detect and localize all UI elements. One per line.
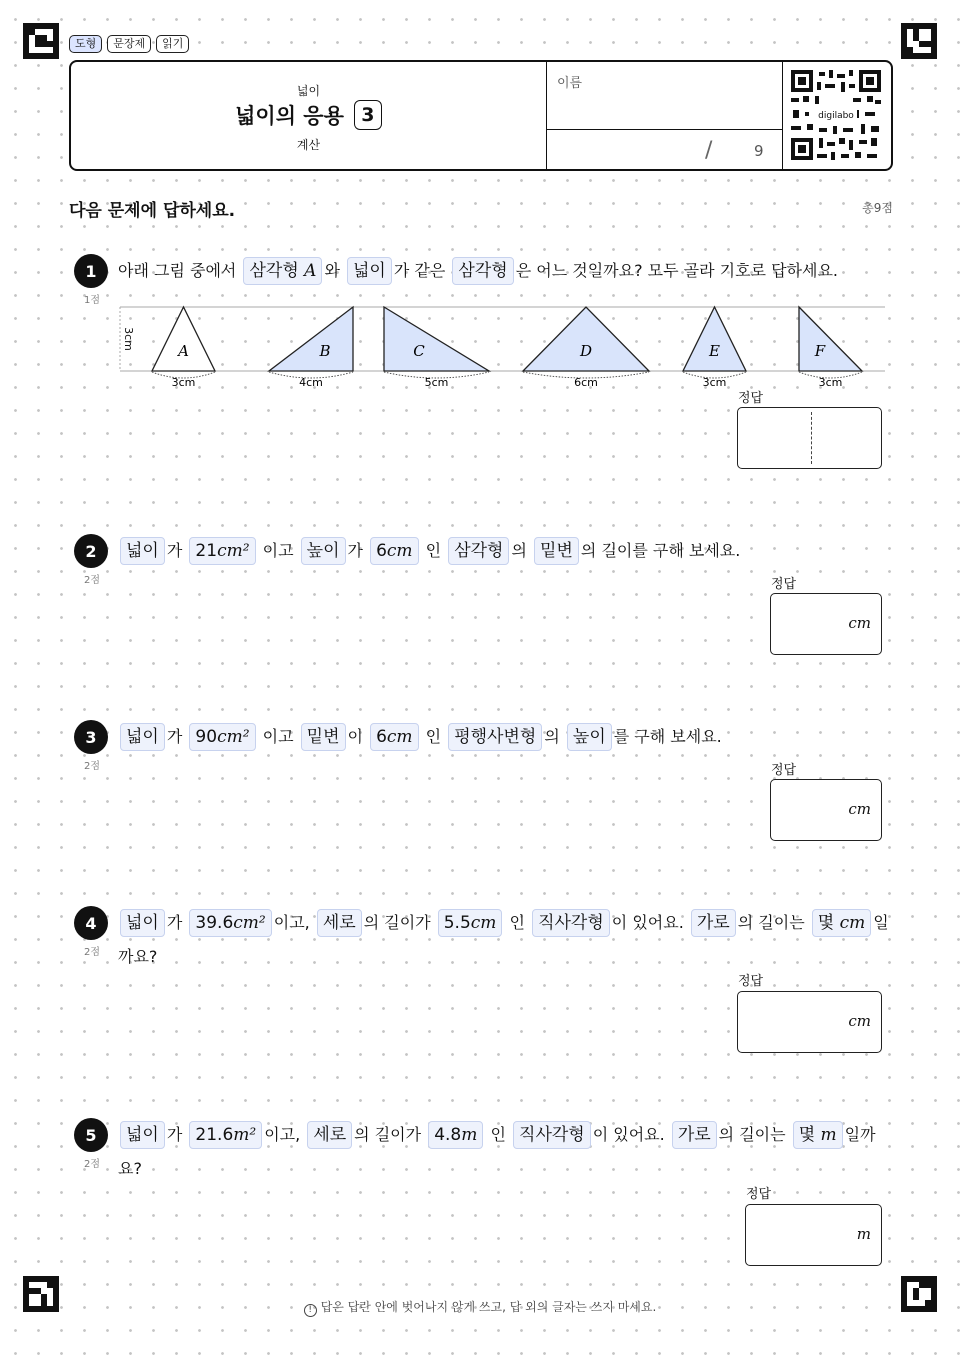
q4-text-part: 가 — [166, 913, 183, 932]
q3-text-part: 가 — [166, 727, 183, 746]
total-score: 총9점 — [862, 201, 893, 215]
q3-base-number: 6 — [376, 727, 387, 747]
q5-area-value — [189, 1121, 262, 1149]
q2-answer-box[interactable] — [770, 593, 882, 655]
triangle-e — [683, 307, 746, 371]
question-2-text — [118, 534, 740, 568]
q1-term-a: A — [304, 261, 317, 281]
q4-text-part: 일 — [873, 913, 889, 932]
tag-reading[interactable]: 읽기 — [156, 35, 189, 53]
question-5-points: 2점 — [84, 1159, 101, 1170]
page-title — [71, 100, 546, 130]
q4-term-height: 세로 — [317, 909, 362, 937]
q1-answer-label: 정답 — [738, 391, 764, 406]
q2-text-part: 가 — [166, 541, 183, 560]
question-4-text-line-2: 까요? — [118, 947, 158, 966]
q1-term-triangle-2: 삼각형 — [452, 257, 513, 285]
q4-area-number: 39.6 — [195, 913, 234, 933]
q4-text-part: 의 길이가 — [363, 913, 431, 932]
q4-area-value — [189, 909, 271, 937]
base-label-a: 3cm — [171, 376, 196, 389]
q4-term-rectangle: 직사각형 — [532, 909, 610, 937]
q3-area-number: 90 — [195, 727, 218, 747]
q3-area-value — [189, 723, 255, 751]
q5-term-height: 세로 — [307, 1121, 352, 1149]
q5-term-how-many — [793, 1121, 843, 1149]
name-divider — [547, 129, 782, 130]
base-label-f: 3cm — [818, 376, 843, 389]
q3-text-part: 의 — [544, 727, 560, 746]
q3-text-part: 이 — [347, 727, 363, 746]
q5-height-number: 4.8 — [434, 1125, 462, 1145]
q2-answer-label: 정답 — [771, 577, 797, 592]
triangle-figure — [110, 300, 890, 392]
q2-area-number: 21 — [195, 541, 218, 561]
q5-answer-unit: m — [856, 1225, 871, 1243]
q3-base-value — [370, 723, 418, 751]
q2-term-height: 높이 — [301, 537, 346, 565]
triangle-d — [523, 307, 649, 371]
q4-height-unit: cm — [470, 913, 497, 933]
q2-area-value — [189, 537, 255, 565]
tag-word-problem[interactable]: 문장제 — [107, 35, 151, 53]
question-number-2: 2 — [74, 534, 108, 568]
question-5-text — [118, 1118, 876, 1152]
name-label: 이름 — [557, 76, 583, 91]
question-1-points: 1점 — [84, 295, 101, 306]
q3-text-part: 를 구해 보세요. — [613, 727, 722, 746]
base-label-b: 4cm — [299, 376, 323, 389]
q4-answer-box[interactable] — [737, 991, 882, 1053]
q2-height-value — [370, 537, 418, 565]
worksheet-number-badge: 3 — [354, 100, 382, 130]
name-score-area — [546, 62, 783, 169]
q3-text-part: 인 — [425, 727, 442, 746]
q4-answer-unit: cm — [848, 1012, 871, 1030]
unit-subtitle: 넓이 — [296, 84, 321, 98]
q2-term-base: 밑변 — [534, 537, 579, 565]
triangle-label-d: D — [579, 342, 593, 360]
triangle-label-e: E — [709, 342, 720, 360]
base-label-c: 5cm — [424, 376, 449, 389]
answer-divider — [811, 412, 812, 464]
q2-answer-unit: cm — [848, 614, 871, 632]
question-number-1: 1 — [74, 254, 108, 288]
q5-height-unit: m — [461, 1125, 478, 1145]
question-3-text — [118, 720, 722, 754]
qr-brand-text: digilabo — [818, 111, 854, 121]
q4-term-how-many — [812, 909, 872, 937]
q5-term-width: 가로 — [672, 1121, 717, 1149]
q5-answer-box[interactable] — [745, 1204, 882, 1266]
q1-text-part: 가 같은 — [393, 261, 446, 280]
page-title-text: 넓이의 응용 — [235, 104, 344, 128]
q2-area-unit: cm² — [217, 541, 250, 561]
question-number-3: 3 — [74, 720, 108, 754]
q5-how-many-word: 몇 — [798, 1125, 816, 1145]
q5-area-number: 21.6 — [195, 1125, 234, 1145]
q3-text-part: 이고 — [262, 727, 294, 746]
q1-term-triangle-a — [243, 257, 322, 285]
q3-term-height: 높이 — [567, 723, 612, 751]
footer-text: 답은 답란 안에 벗어나지 않게 쓰고, 답 외의 글자는 쓰지 마세요. — [320, 1300, 657, 1314]
question-1-text — [118, 254, 838, 288]
info-icon: ! — [304, 1304, 317, 1317]
q5-text-part: 이고, — [264, 1125, 301, 1144]
height-label: 3cm — [122, 327, 135, 351]
score-slash: / — [705, 138, 713, 163]
triangle-b — [269, 307, 353, 371]
q1-term-area: 넓이 — [347, 257, 392, 285]
q4-text-part: 이 있어요. — [611, 913, 684, 932]
q1-text-part: 와 — [324, 261, 340, 280]
q5-answer-label: 정답 — [746, 1187, 772, 1202]
q2-text-part: 의 길이를 구해 보세요. — [580, 541, 741, 560]
q5-text-part: 의 길이는 — [718, 1125, 786, 1144]
q4-height-value — [438, 909, 503, 937]
triangle-c — [384, 307, 489, 371]
q1-text-part: 아래 그림 중에서 — [118, 261, 237, 280]
q4-answer-label: 정답 — [738, 974, 764, 989]
triangle-f — [799, 307, 862, 371]
q3-term-area: 넓이 — [120, 723, 165, 751]
q3-base-unit: cm — [386, 727, 413, 747]
q5-term-area: 넓이 — [120, 1121, 165, 1149]
q2-height-number: 6 — [376, 541, 387, 561]
triangle-label-a: A — [178, 342, 189, 360]
worksheet-header — [69, 60, 893, 171]
triangle-label-c: C — [413, 342, 425, 360]
q5-text-part: 인 — [490, 1125, 506, 1144]
footer-note — [0, 1298, 960, 1317]
q5-how-many-unit: m — [820, 1125, 837, 1145]
q5-text-part: 가 — [166, 1125, 183, 1144]
tag-shape[interactable]: 도형 — [69, 35, 102, 53]
tag-list — [69, 35, 189, 53]
question-5-text-line-2: 요? — [118, 1159, 142, 1178]
triangle-label-f: F — [814, 342, 826, 360]
q4-how-many-word: 몇 — [817, 913, 835, 933]
question-3-points: 2점 — [84, 761, 101, 772]
q5-text-part: 일까 — [844, 1125, 876, 1144]
q1-term-triangle: 삼각형 — [249, 261, 299, 281]
q3-answer-label: 정답 — [771, 763, 797, 778]
q5-text-part: 이 있어요. — [592, 1125, 665, 1144]
q2-text-part: 의 — [511, 541, 527, 560]
question-4-text — [118, 906, 889, 940]
q5-text-part: 의 길이가 — [354, 1125, 422, 1144]
question-4-points: 2점 — [84, 947, 101, 958]
q2-text-part: 가 — [347, 541, 363, 560]
q5-area-unit: m² — [233, 1125, 257, 1145]
corner-marker-top-right — [901, 23, 937, 59]
instruction-text: 다음 문제에 답하세요. — [69, 201, 236, 221]
q4-area-unit: cm² — [233, 913, 266, 933]
q4-term-area: 넓이 — [120, 909, 165, 937]
base-label-d: 6cm — [574, 376, 598, 389]
qr-code-icon — [791, 70, 881, 160]
triangle-label-b: B — [319, 342, 331, 360]
q3-area-unit: cm² — [217, 727, 250, 747]
corner-marker-top-left — [23, 23, 59, 59]
q3-answer-box[interactable] — [770, 779, 882, 841]
question-2-points: 2점 — [84, 575, 101, 586]
q2-height-unit: cm — [386, 541, 413, 561]
q4-how-many-unit: cm — [839, 913, 866, 933]
q1-answer-box[interactable] — [737, 407, 882, 469]
q3-term-base: 밑변 — [301, 723, 346, 751]
score-total: 9 — [754, 142, 764, 160]
q1-text-part: 은 어느 것일까요? 모두 골라 기호로 답하세요. — [515, 261, 839, 280]
q4-term-width: 가로 — [691, 909, 736, 937]
q4-text-part: 의 길이는 — [737, 913, 805, 932]
q4-height-number: 5.5 — [443, 913, 471, 933]
triangle-a — [152, 307, 215, 371]
category-label: 계산 — [296, 138, 321, 152]
q2-term-triangle: 삼각형 — [448, 537, 509, 565]
q2-text-part: 인 — [425, 541, 442, 560]
q4-text-part: 이고, — [273, 913, 310, 932]
question-number-5: 5 — [74, 1118, 108, 1152]
base-label-e: 3cm — [702, 376, 727, 389]
q4-text-part: 인 — [509, 913, 525, 932]
q2-text-part: 이고 — [262, 541, 294, 560]
q5-height-value — [428, 1121, 483, 1149]
q2-term-area: 넓이 — [120, 537, 165, 565]
question-number-4: 4 — [74, 906, 108, 940]
q3-term-parallelogram: 평행사변형 — [448, 723, 542, 751]
title-area — [71, 62, 546, 169]
q5-term-rectangle: 직사각형 — [513, 1121, 591, 1149]
q3-answer-unit: cm — [848, 800, 871, 818]
